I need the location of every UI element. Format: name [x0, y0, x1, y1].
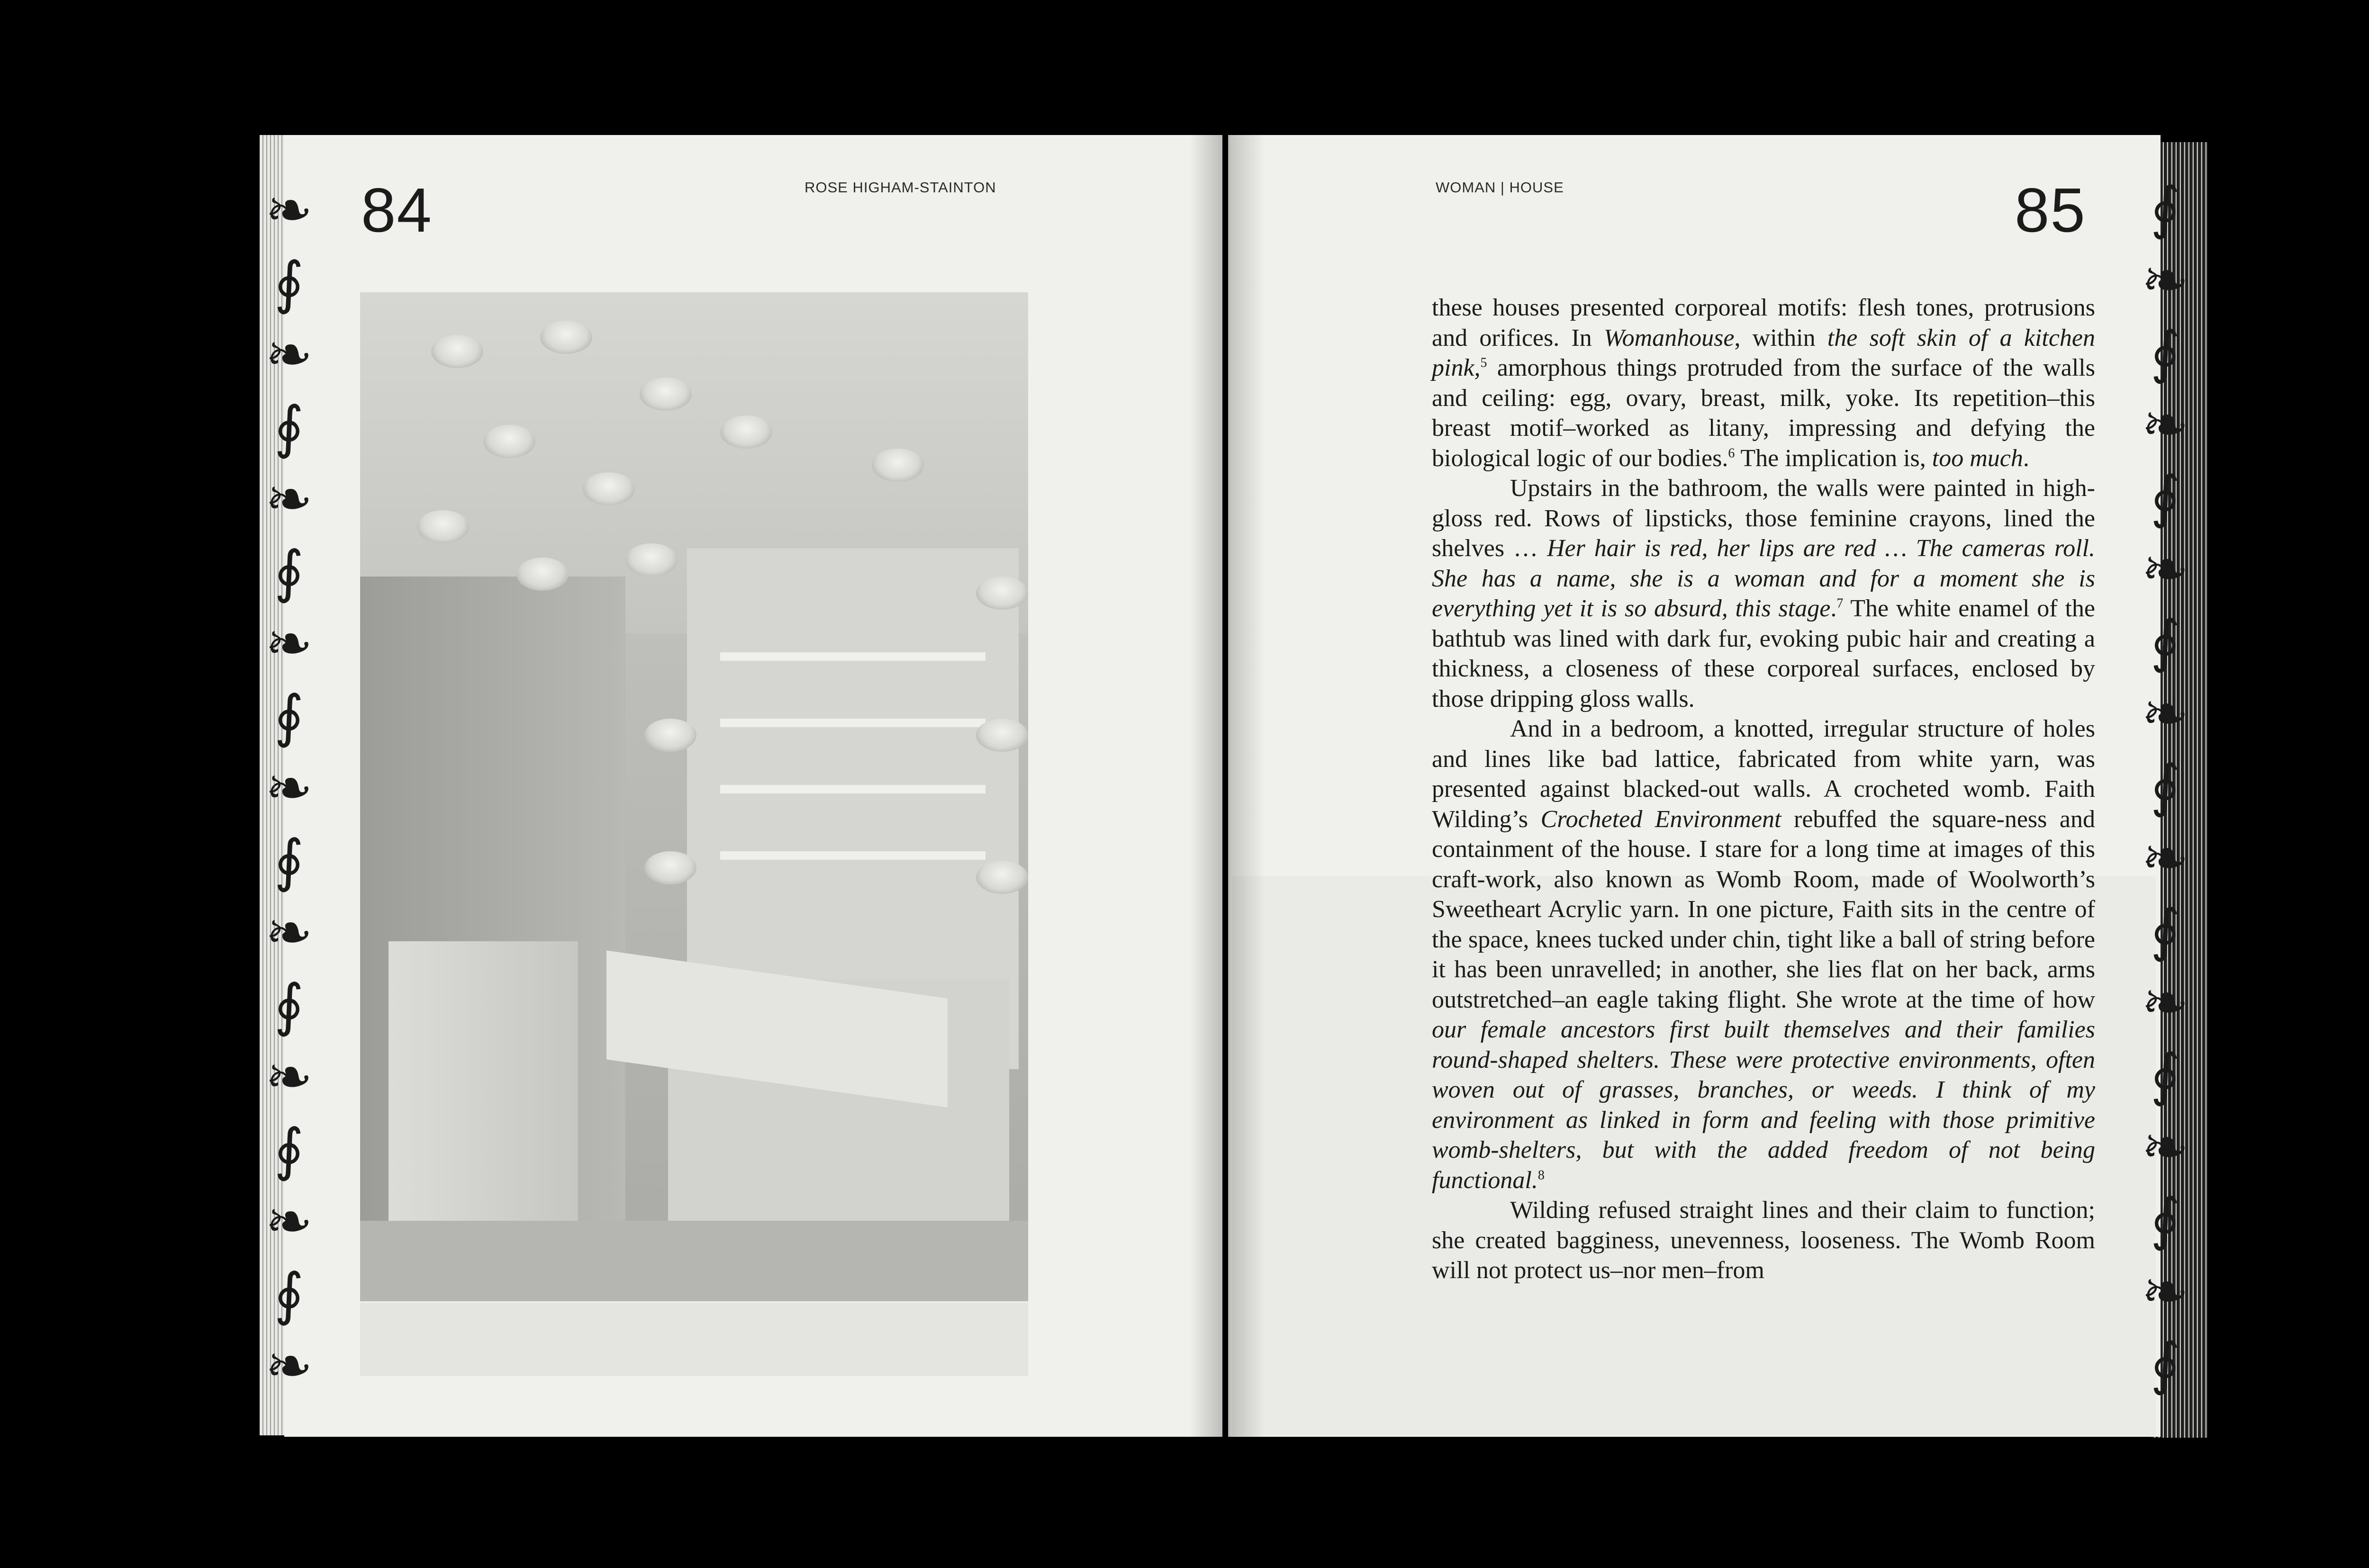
swirl-icon: ∮: [274, 250, 304, 316]
swirl-icon: ❧: [265, 467, 313, 532]
swirl-icon: ❧: [265, 900, 313, 966]
breast-motif: [976, 577, 1028, 610]
photo-bottom-margin-patch: [360, 1303, 1028, 1376]
swirl-icon: ∮: [2150, 320, 2180, 386]
breast-motif: [872, 449, 924, 482]
swirl-icon: ∮: [2150, 898, 2180, 964]
photo-shelf: [720, 652, 986, 661]
breast-motif: [640, 378, 692, 411]
photo-shelf: [720, 719, 986, 727]
swirl-icon: ❧: [2141, 536, 2189, 603]
breast-motif: [417, 510, 469, 543]
text-run: Upstairs in the bathroom, the walls were painted in high-gloss red. Rows of lipsticks, those feminine crayons, lined the shelves …: [1432, 475, 2095, 562]
swirl-icon: ❧: [2141, 392, 2189, 458]
text-run: The white enamel of the bathtub was lined with dark fur, evoking pubic hair and creating a thickness, a closeness of these corporeal surfaces, enclosed by those dripping gloss walls.: [1432, 595, 2095, 712]
swirl-icon: ∮: [2150, 464, 2180, 530]
swirl-icon: ❧: [2141, 970, 2189, 1036]
swirl-icon: ❧: [2141, 1114, 2189, 1181]
breast-motif: [644, 851, 696, 884]
breast-motif: [483, 425, 535, 458]
body-paragraph: [1432, 293, 2095, 473]
italic-run: Womanhouse: [1604, 324, 1735, 351]
swirl-icon: ∮: [2150, 1187, 2180, 1253]
breast-motif: [976, 719, 1028, 752]
text-run: rebuffed the square-ness and containment of the house. I stare for a long time at images of this craft-work, also known as Womb Room, made of Woolworth’s Sweetheart Acrylic yarn. In one picture, Faith sits in the centre of the space, knees tucked under chin, tight like a ball of string before it has been unravelled; in another, she lies flat on her back, arms outstretched–an eagle taking flight. She wrote at the time of how: [1432, 805, 2096, 1013]
breast-motif: [720, 415, 772, 449]
swirl-icon: ∮: [2150, 1042, 2180, 1108]
swirl-icon: ∮: [274, 539, 304, 605]
swirl-icon: ❧: [265, 322, 313, 388]
body-paragraph: [1432, 473, 2095, 714]
swirl-icon: ∮: [274, 972, 304, 1038]
text-run: And in a bedroom, a knotted, irregular structure of holes and lines like bad lattice, fabricated from white yarn, was presented against blacked-out walls. A crocheted womb. Faith Wilding’s: [1432, 715, 2095, 833]
swirl-icon: ∮: [2150, 175, 2180, 241]
text-run: Wilding refused straight lines and their claim to function; she created bagginess, unevenness, looseness. The Womb Room will not protect us–nor men–from: [1432, 1197, 2095, 1284]
gutter-shadow: [1189, 135, 1265, 1437]
breast-motif: [431, 335, 483, 368]
swirl-icon: ❧: [265, 756, 313, 821]
text-run: these houses presented corporeal motifs: flesh tones, protrusions and orifices. In: [1432, 294, 2095, 351]
kitchen-installation-photo: [360, 292, 1028, 1301]
swirl-icon: ❧: [265, 178, 313, 243]
swirl-icon: ∮: [2150, 1331, 2180, 1397]
text-run: , within: [1734, 324, 1827, 351]
left-margin-swirl-ornament: [263, 178, 315, 1399]
text-run: .: [2023, 444, 2029, 472]
italic-run: Crocheted Environment: [1540, 805, 1781, 833]
swirl-icon: ❧: [2141, 247, 2189, 314]
swirl-icon: ❧: [265, 1334, 313, 1399]
footnote-marker: 7: [1836, 596, 1844, 611]
swirl-icon: ∮: [274, 394, 304, 460]
swirl-icon: ❧: [2141, 825, 2189, 892]
swirl-icon: ∮: [274, 683, 304, 749]
breast-motif: [625, 543, 678, 577]
photo-floor: [360, 1221, 1028, 1301]
body-paragraph: [1432, 1195, 2095, 1286]
italic-run: too much: [1932, 444, 2023, 472]
swirl-icon: ❧: [265, 611, 313, 677]
footnote-marker: 8: [1537, 1168, 1545, 1183]
swirl-icon: ∮: [2150, 753, 2180, 819]
breast-motif: [516, 558, 569, 591]
body-paragraph: [1432, 714, 2095, 1195]
breast-motif: [976, 861, 1028, 894]
text-run: .: [1830, 595, 1837, 622]
breast-motif: [644, 719, 696, 752]
swirl-icon: ∮: [274, 828, 304, 894]
text-run: The implication is,: [1735, 444, 1932, 472]
italic-run: Her hair is red, her lips are red … The cameras roll. She has a name, she is a woman and for a moment she is everything yet it is so absurd, this stage: [1432, 535, 2095, 622]
swirl-icon: ❧: [2141, 681, 2189, 747]
swirl-icon: ∮: [2150, 609, 2180, 675]
text-run: amorphous things protruded from the surface of the walls and ceiling: egg, ovary, breast, milk, yoke. Its repetition–this breast motif–worked as litany, impressing and defying the biological logic of our bodies.: [1432, 354, 2095, 472]
photo-shelf: [720, 851, 986, 860]
footnote-marker: 5: [1480, 355, 1487, 370]
breast-motif: [583, 472, 635, 505]
right-page-number: 85: [2015, 175, 2086, 245]
essay-body-text: [1432, 293, 2095, 1286]
left-running-head: ROSE HIGHAM-STAINTON: [805, 179, 996, 196]
swirl-icon: ∮: [274, 1117, 304, 1183]
swirl-icon: ❧: [265, 1189, 313, 1255]
left-page-number: 84: [361, 175, 433, 245]
italic-run: our female ancestors first built themselves and their families round-shaped shelters. These were protective environments, often woven out of grasses, branches, or weeds. I think of my environment as linked in form and feeling with those primitive womb-shelters, but with the added freedom of not being functional.: [1432, 1016, 2095, 1194]
right-margin-swirl-ornament: [2139, 175, 2191, 1397]
right-running-head: WOMAN | HOUSE: [1436, 179, 1564, 196]
breast-motif: [540, 321, 592, 354]
swirl-icon: ❧: [265, 1045, 313, 1110]
swirl-icon: ❧: [2141, 1259, 2189, 1325]
photo-shelf: [720, 785, 986, 793]
footnote-marker: 6: [1728, 446, 1735, 461]
italic-run: the soft skin of a kitchen pink,: [1432, 324, 2095, 381]
swirl-icon: ∮: [274, 1261, 304, 1327]
